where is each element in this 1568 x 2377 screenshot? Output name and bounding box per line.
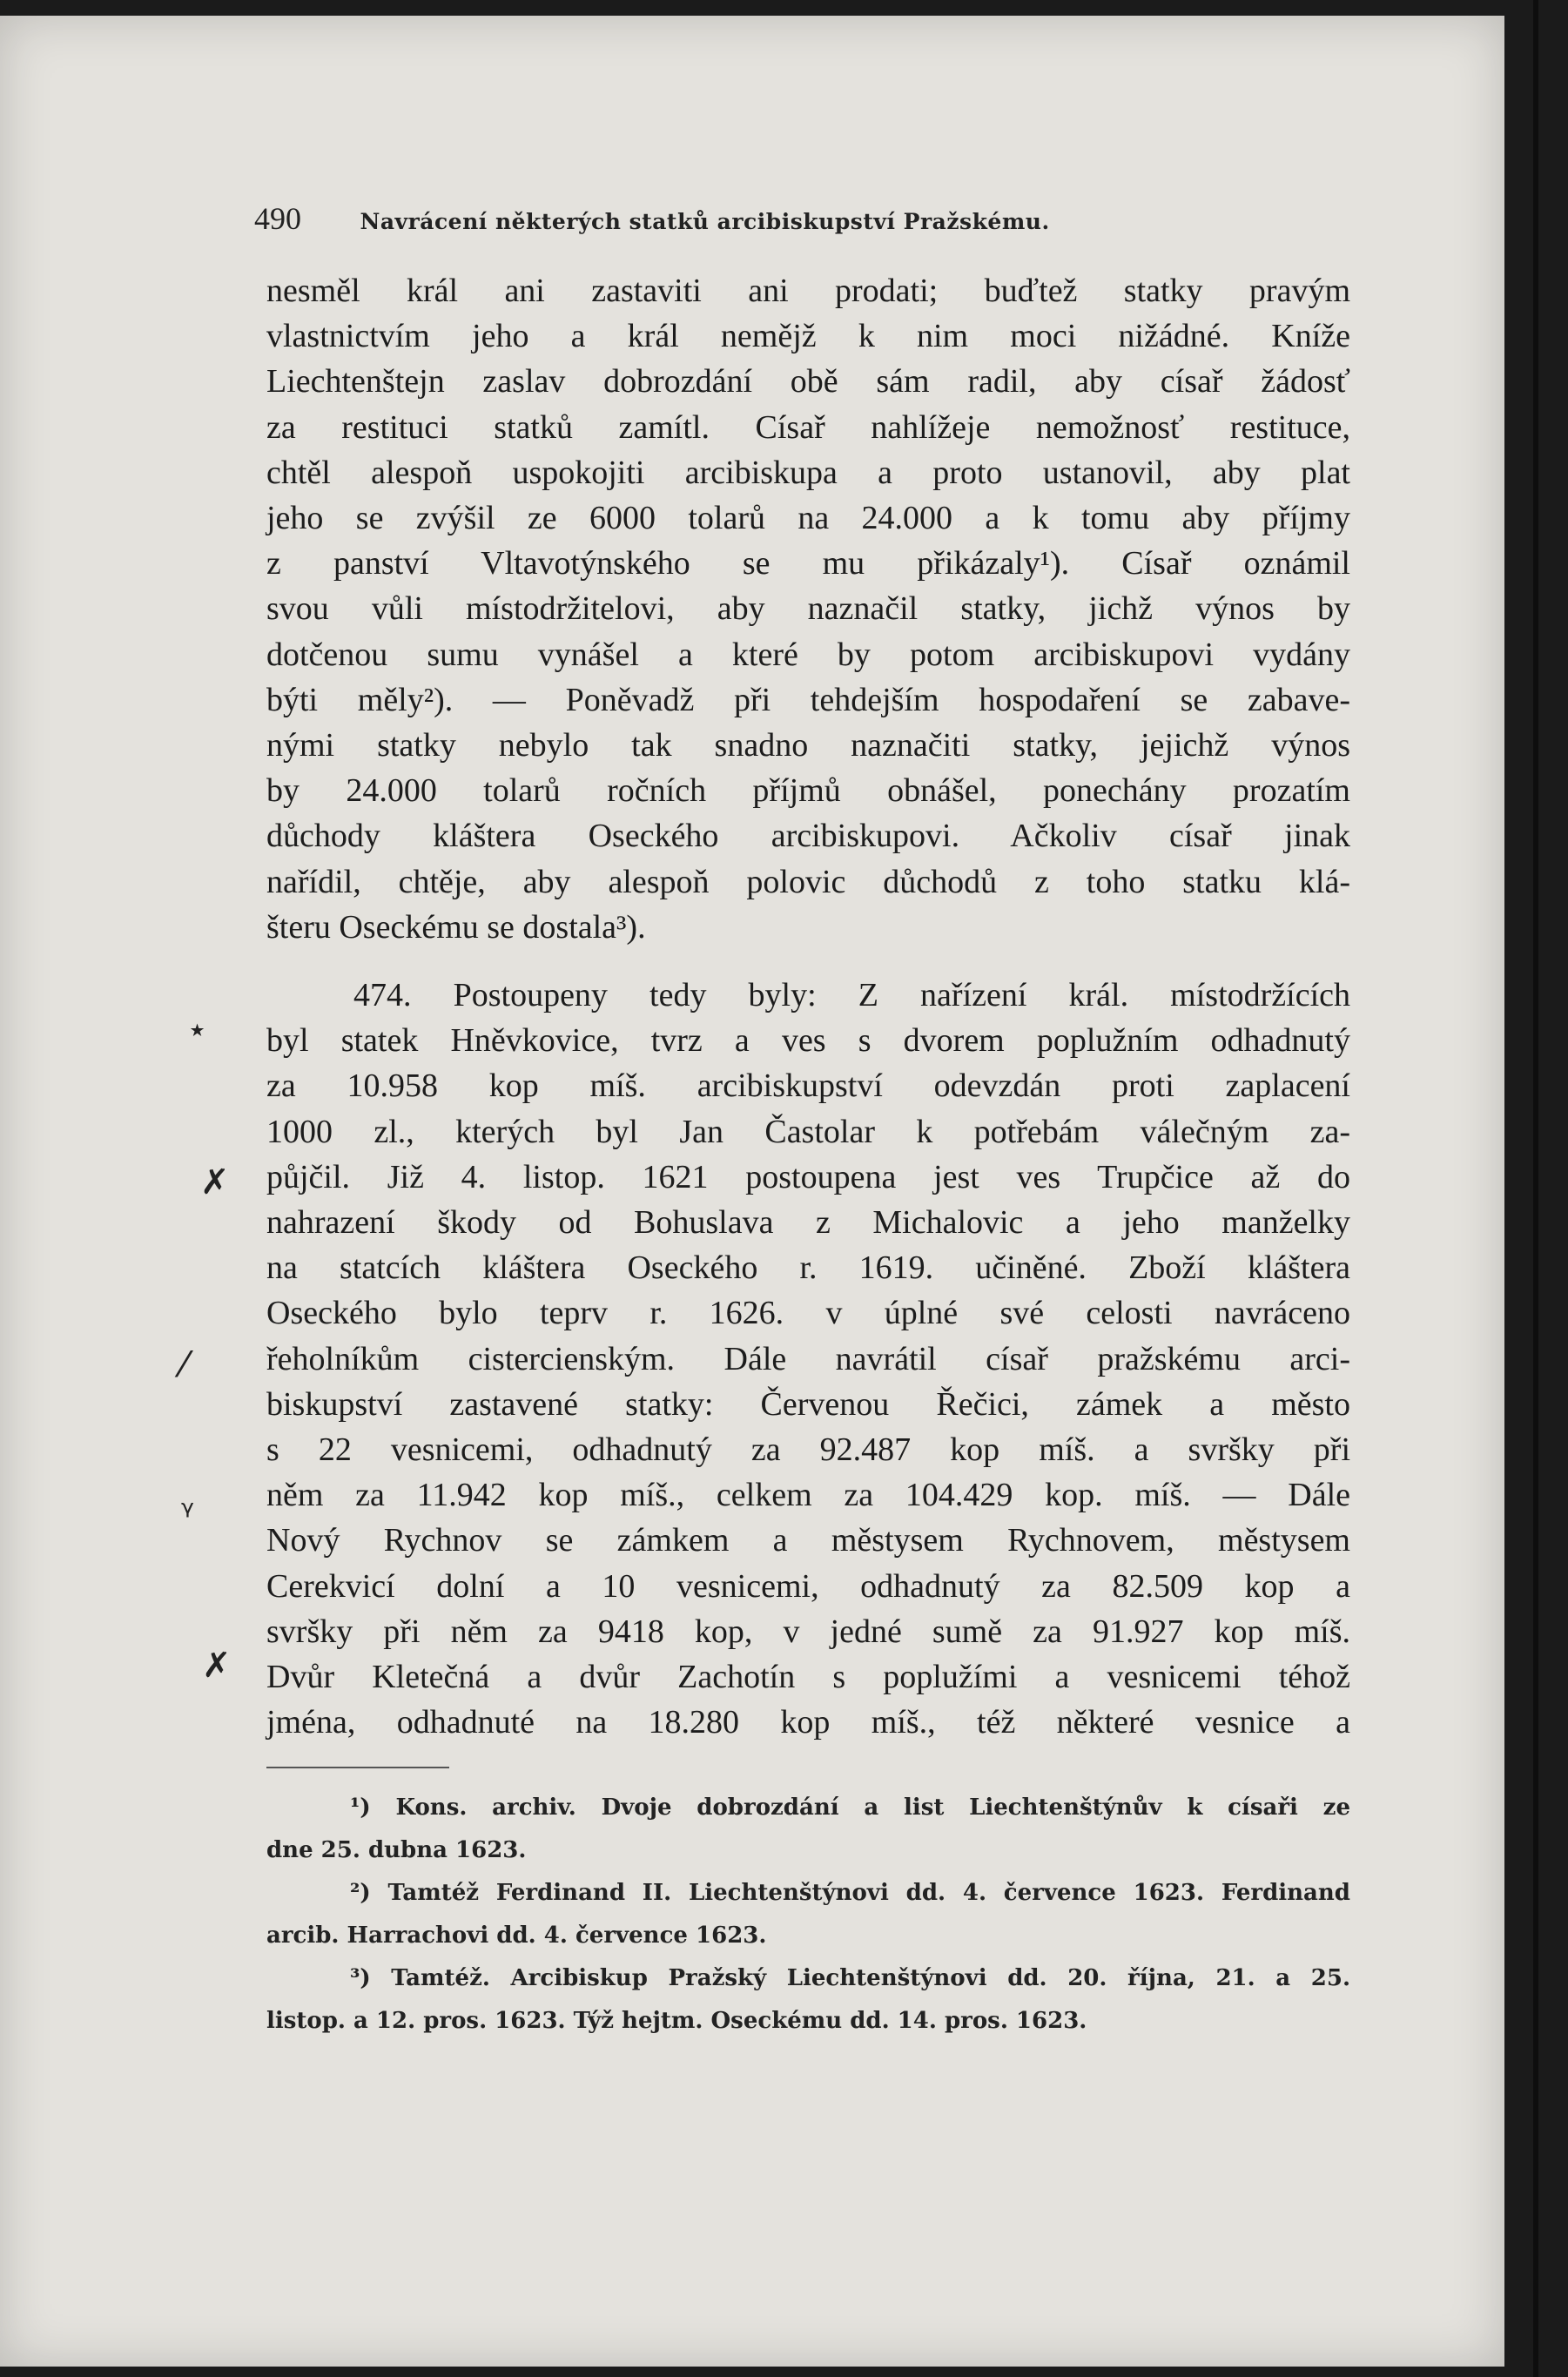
margin-annotation-mark: ᵞ xyxy=(181,1493,194,1533)
text-line: půjčil. Již 4. listop. 1621 postoupena jest ves Trupčice až do xyxy=(266,1158,1350,1195)
text-line: biskupství zastavené statky: Červenou Řečici, zámek a město xyxy=(266,1385,1350,1423)
footnote-line: ²) Tamtéž Ferdinand II. Liechtenštýnovi dd. 4. července 1623. Ferdinand xyxy=(350,1880,1350,1906)
text-line: s 22 vesnicemi, odhadnutý za 92.487 kop míš. a svršky při xyxy=(266,1431,1350,1469)
running-head xyxy=(254,200,1351,237)
text-line: nařídil, chtěje, aby alespoň polovic důchodů z toho statku klá- xyxy=(266,863,1350,900)
text-line: Oseckého bylo teprv r. 1626. v úplné své celosti navráceno xyxy=(266,1295,1350,1332)
paragraph-start-line: 474. Postoupeny tedy byly: Z nařízení král. místodržících xyxy=(353,977,1350,1014)
margin-annotation-mark: ⁄ xyxy=(181,1345,187,1385)
footnote-line: listop. a 12. pros. 1623. Týž hejtm. Oseckému dd. 14. pros. 1623. xyxy=(266,2008,1087,2034)
text-line: nesměl král ani zastaviti ani prodati; buďtež statky pravým xyxy=(266,273,1350,309)
text-line: byl statek Hněvkovice, tvrz a ves s dvorem poplužním odhadnutý xyxy=(266,1022,1350,1060)
text-line: nými statky nebylo tak snadno naznačiti statky, jejichž výnos xyxy=(266,727,1350,764)
text-line: svršky při něm za 9418 kop, v jedné sumě za 91.927 kop míš. xyxy=(266,1613,1350,1650)
text-line: za restituci statků zamítl. Císař nahlížeje nemožnosť restituce, xyxy=(266,408,1350,446)
text-line: jeho se zvýšil ze 6000 tolarů na 24.000 a k tomu aby příjmy xyxy=(266,500,1350,537)
text-line: na statcích kláštera Oseckého r. 1619. učiněné. Zboží kláštera xyxy=(266,1249,1350,1287)
footnote-line: arcib. Harrachovi dd. 4. července 1623. xyxy=(266,1922,767,1949)
margin-annotation-mark: ⋆ xyxy=(186,1010,209,1050)
text-line: Cerekvicí dolní a 10 vesnicemi, odhadnutý za 82.509 kop a xyxy=(266,1567,1350,1605)
text-line: 1000 zl., kterých byl Jan Častolar k potřebám válečným za- xyxy=(266,1113,1350,1150)
text-line: z panství Vltavotýnského se mu přikázaly¹). Císař oznámil xyxy=(266,545,1350,582)
text-line: býti měly²). — Poněvadž při tehdejším hospodaření se zabave- xyxy=(266,681,1350,718)
text-line: něm za 11.942 kop míš., celkem za 104.429 kop. míš. — Dále xyxy=(266,1477,1350,1514)
text-line: nahrazení škody od Bohuslava z Michalovic a jeho manželky xyxy=(266,1204,1350,1242)
text-line: Liechtenštejn zaslav dobrozdání obě sám radil, aby císař žádosť xyxy=(266,363,1350,401)
page-edge-divider xyxy=(1533,0,1538,2377)
text-line: řeholníkům cisterciensk‎ým. Dále navrátil císař pražskému arci- xyxy=(266,1340,1350,1377)
footnote-line: dne 25. dubna 1623. xyxy=(266,1837,527,1863)
text-line: by 24.000 tolarů ročních příjmů obnášel, ponechány prozatím xyxy=(266,772,1350,810)
text-line: vlastnictvím jeho a král nemějž k nim moci nižádné. Kníže xyxy=(266,318,1350,355)
text-line: šteru Oseckému se dostala³). xyxy=(266,908,646,946)
margin-annotation-mark: ✗ xyxy=(200,1162,230,1202)
text-line: jména, odhadnuté na 18.280 kop míš., též některé vesnice a xyxy=(266,1704,1350,1741)
text-line: svou vůli místodržitelovi, aby naznačil statky, jichž výnos by xyxy=(266,590,1350,628)
text-line: důchody kláštera Oseckého arcibiskupovi. Ačkoliv císař jinak xyxy=(266,818,1350,855)
text-line: Nový Rychnov se zámkem a městysem Rychnovem, městysem xyxy=(266,1522,1350,1559)
running-title: Navrácení některých statků arcibiskupství Pražskému. xyxy=(360,209,1050,234)
footnotes xyxy=(266,1787,1350,2043)
text-line: za 10.958 kop míš. arcibiskupství odevzdán proti zaplacení xyxy=(266,1067,1350,1105)
footnote-line: ³) Tamtéž. Arcibiskup Pražský Liechtenštýnovi dd. 20. října, 21. a 25. xyxy=(350,1965,1350,1991)
margin-annotation-mark: ✗ xyxy=(202,1646,232,1686)
text-line: chtěl alespoň uspokojiti arcibiskupa a proto ustanovil, aby plat xyxy=(266,454,1350,491)
body-text xyxy=(266,268,1350,1746)
footnote-line: ¹) Kons. archiv. Dvoje dobrozdání a list Liechtenštýnův k císaři ze xyxy=(350,1795,1350,1821)
page-number: 490 xyxy=(254,201,301,236)
text-line: Dvůr Kletečná a dvůr Zachotín s poplužími a vesnicemi téhož xyxy=(266,1659,1350,1696)
footnote-separator xyxy=(266,1767,449,1768)
text-line: dotčenou sumu vynášel a které by potom arcibiskupovi vydány xyxy=(266,636,1350,673)
